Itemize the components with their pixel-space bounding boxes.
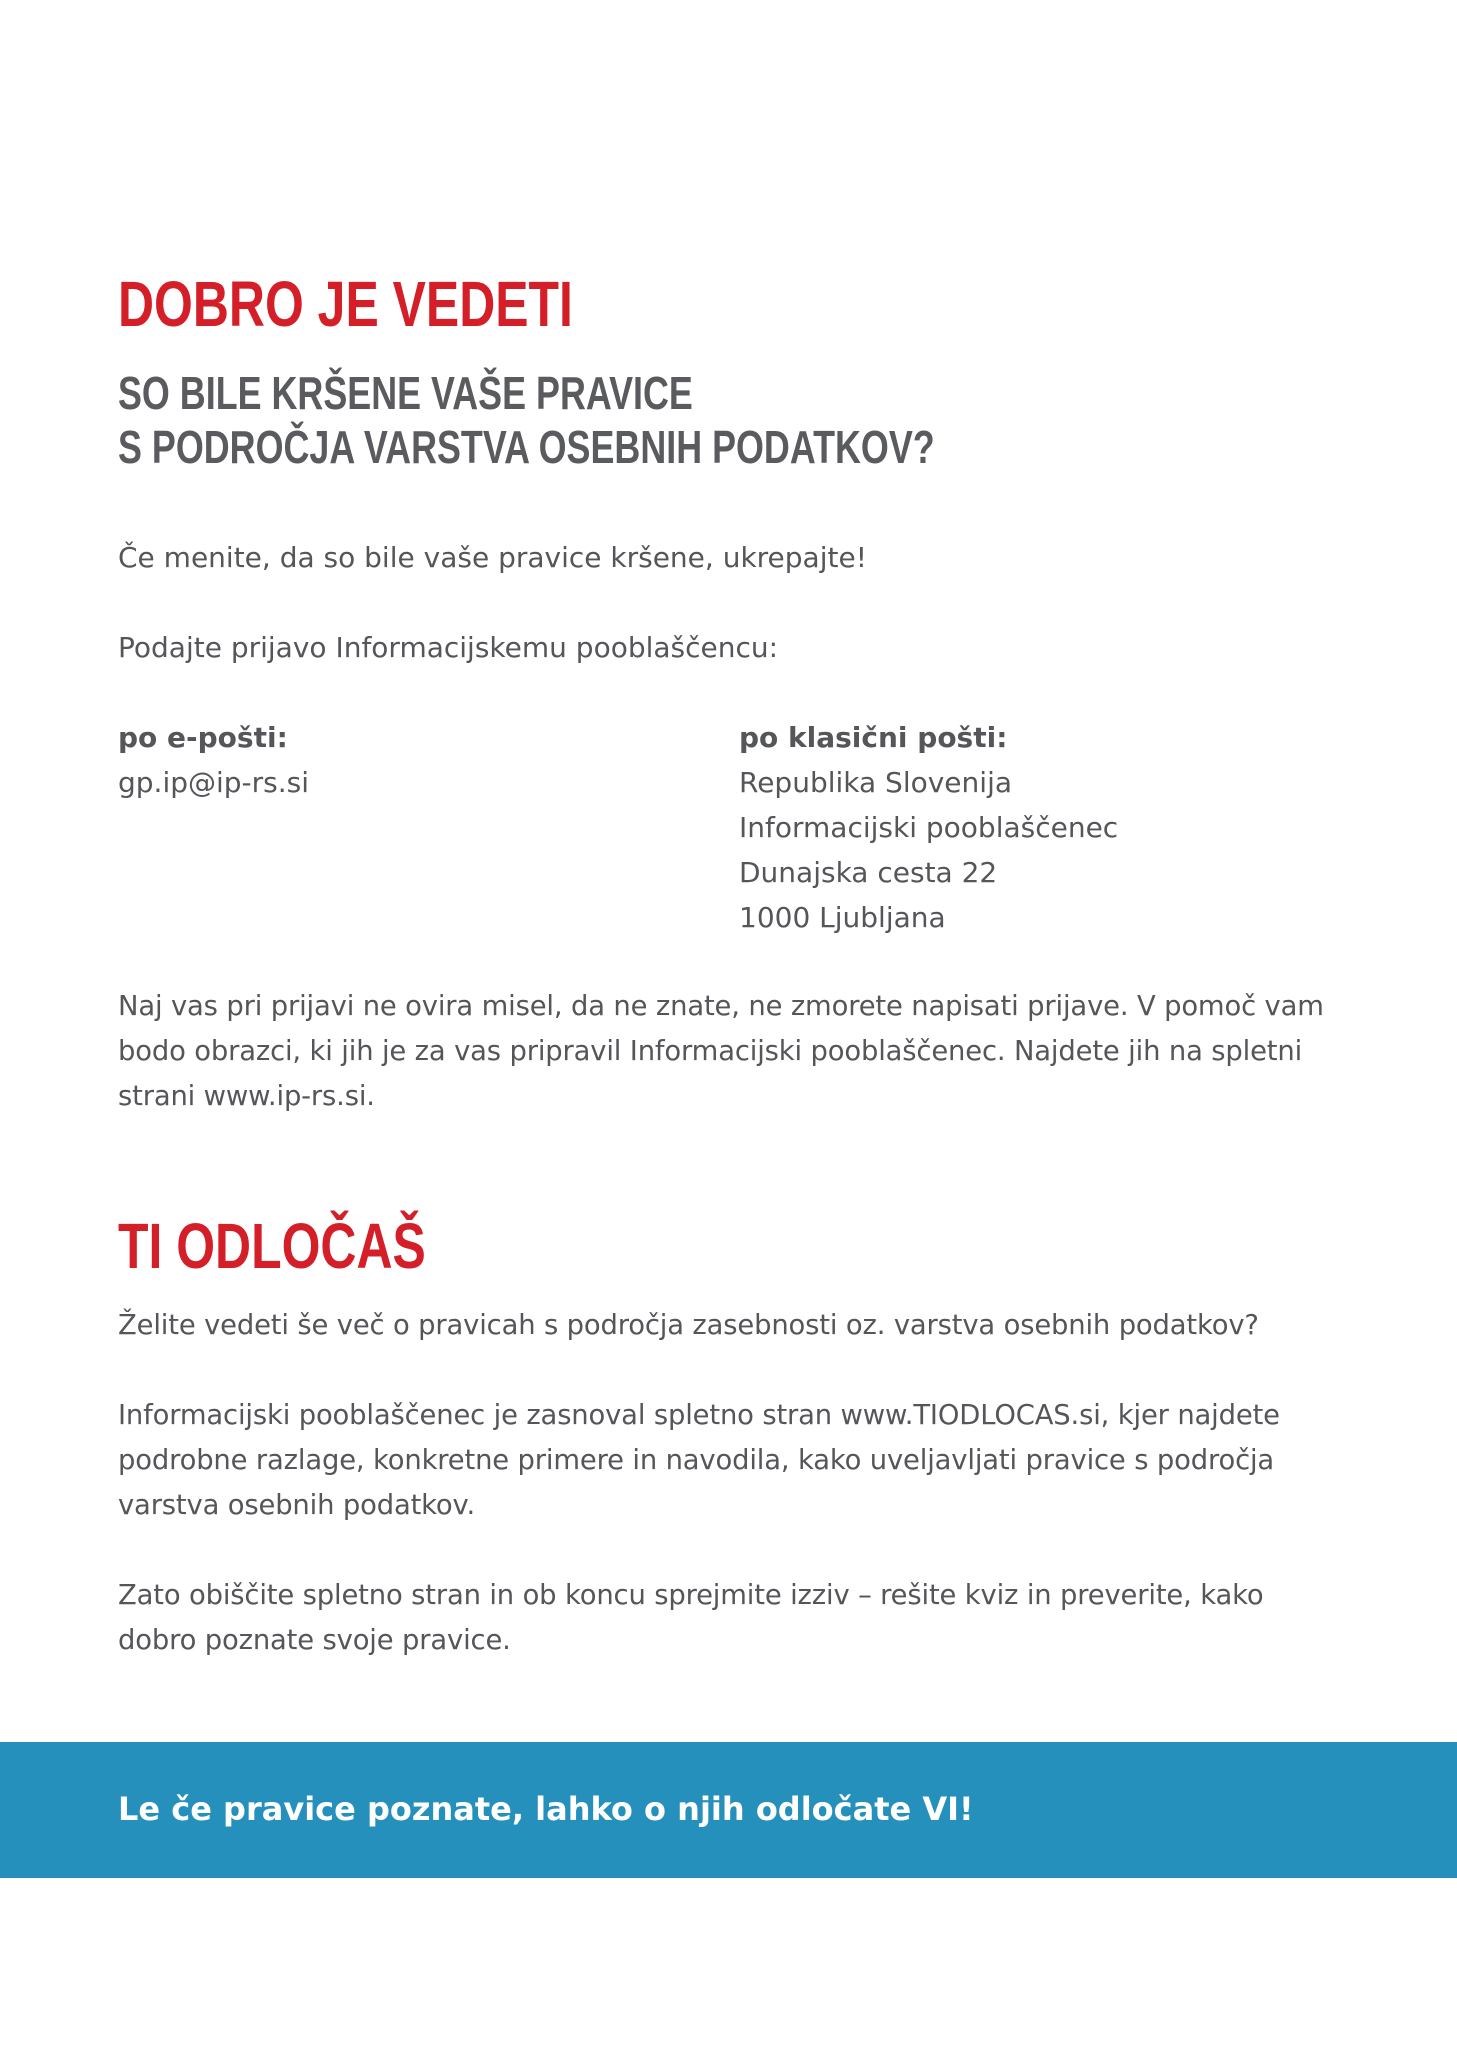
banner-slogan: Le če pravice poznate, lahko o njih odločate VI!	[118, 1790, 974, 1828]
subtitle-line-1: SO BILE KRŠENE VAŠE PRAVICE	[118, 367, 693, 419]
email-contact-block	[118, 715, 309, 805]
paragraph-kviz: Zato obiščite spletno stran in ob koncu sprejmite izziv – rešite kviz in preverite, kako dobro poznate svoje pravice.	[118, 1580, 1264, 1656]
paragraph-ukrepajte: Če menite, da so bile vaše pravice kršene, ukrepajte!	[118, 541, 867, 574]
section-title-ti-odlocas: TI ODLOČAŠ	[118, 1210, 426, 1282]
paragraph-obrazci: Naj vas pri prijavi ne ovira misel, da ne znate, ne zmorete napisati prijave. V pomoč vam bodo obrazci, ki jih je za vas pripravil Informacijski pooblaščenec. Najdete jih na spletni strani www.ip-rs.si.	[118, 991, 1324, 1112]
subtitle-line-2: S PODROČJA VARSTVA OSEBNIH PODATKOV?	[118, 421, 935, 473]
section-title-dobro-je-vedeti: DOBRO JE VEDETI	[118, 268, 573, 340]
postal-contact-block	[739, 715, 1118, 940]
email-address: gp.ip@ip-rs.si	[118, 766, 310, 799]
footer-banner	[0, 1742, 1457, 1878]
postal-address-line: 1000 Ljubljana	[739, 901, 946, 934]
postal-address-line: Informacijski pooblaščenec	[739, 811, 1119, 844]
postal-contact-label: po klasični pošti:	[739, 721, 1008, 754]
postal-address-line: Republika Slovenija	[739, 766, 1012, 799]
paragraph-zelite-vedeti: Želite vedeti še več o pravicah s področja zasebnosti oz. varstva osebnih podatkov?	[118, 1310, 1259, 1341]
paragraph-spletna-stran: Informacijski pooblaščenec je zasnoval spletno stran www.TIODLOCAS.si, kjer najdete podrobne razlage, konkretne primere in navodila, kako uveljavljati pravice s področja varstva osebnih podatkov.	[118, 1400, 1280, 1521]
email-contact-label: po e-pošti:	[118, 721, 288, 754]
section-subtitle	[118, 366, 935, 474]
paragraph-podajte-prijavo: Podajte prijavo Informacijskemu pooblaščencu:	[118, 631, 779, 664]
postal-address-line: Dunajska cesta 22	[739, 856, 998, 889]
